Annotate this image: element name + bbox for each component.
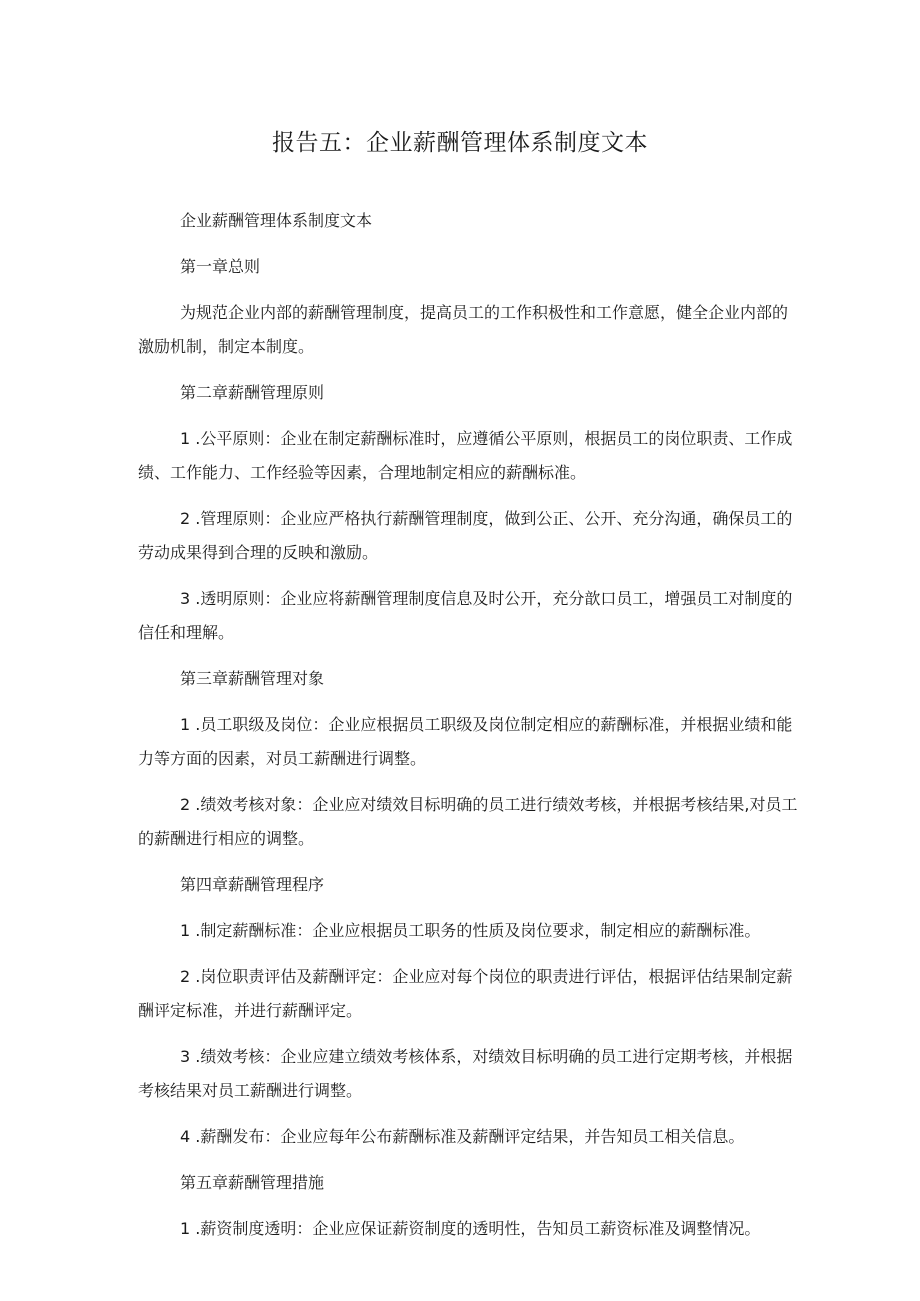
chapter-heading: 第二章薪酬管理原则: [180, 383, 325, 402]
chapter-heading: 第四章薪酬管理程序: [180, 875, 325, 894]
list-item: 3 .绩效考核：企业应建立绩效考核体系，对绩效目标明确的员工进行定期考核，并根据考核结果对员工薪酬进行调整。: [138, 1047, 793, 1100]
chapter-heading: 第五章薪酬管理措施: [180, 1173, 325, 1192]
list-item: 1 .制定薪酬标准：企业应根据员工职务的性质及岗位要求，制定相应的薪酬标准。: [180, 921, 761, 940]
chapter-heading: 第三章薪酬管理对象: [180, 669, 325, 688]
document-body: [138, 204, 798, 1258]
list-item: 2 .岗位职责评估及薪酬评定：企业应对每个岗位的职责进行评估，根据评估结果制定薪酬评定标准，并进行薪酬评定。: [138, 967, 793, 1020]
list-item: 3 .透明原则：企业应将薪酬管理制度信息及时公开，充分歆口员工，增强员工对制度的信任和理解。: [138, 589, 793, 642]
document-title: 报告五：企业薪酬管理体系制度文本: [272, 130, 648, 156]
paragraph: 为规范企业内部的薪酬管理制度，提高员工的工作积极性和工作意愿，健全企业内部的激励机制，制定本制度。: [138, 303, 789, 356]
list-item: 1 .薪资制度透明：企业应保证薪资制度的透明性，告知员工薪资标准及调整情况。: [180, 1219, 761, 1238]
list-item: 2 .绩效考核对象：企业应对绩效目标明确的员工进行绩效考核，并根据考核结果,对员工的薪酬进行相应的调整。: [138, 795, 798, 848]
chapter-heading: 第一章总则: [180, 257, 261, 276]
list-item: 1 .公平原则：企业在制定薪酬标准时，应遵循公平原则，根据员工的岗位职责、工作成绩、工作能力、工作经验等因素，合理地制定相应的薪酬标准。: [138, 429, 793, 482]
section-heading: 企业薪酬管理体系制度文本: [180, 211, 373, 230]
list-item: 1 .员工职级及岗位：企业应根据员工职级及岗位制定相应的薪酬标准，并根据业绩和能力等方面的因素，对员工薪酬进行调整。: [138, 715, 793, 768]
list-item: 4 .薪酬发布：企业应每年公布薪酬标准及薪酬评定结果，并告知员工相关信息。: [180, 1127, 745, 1146]
list-item: 2 .管理原则：企业应严格执行薪酬管理制度，做到公正、公开、充分沟通，确保员工的劳动成果得到合理的反映和激励。: [138, 509, 793, 562]
